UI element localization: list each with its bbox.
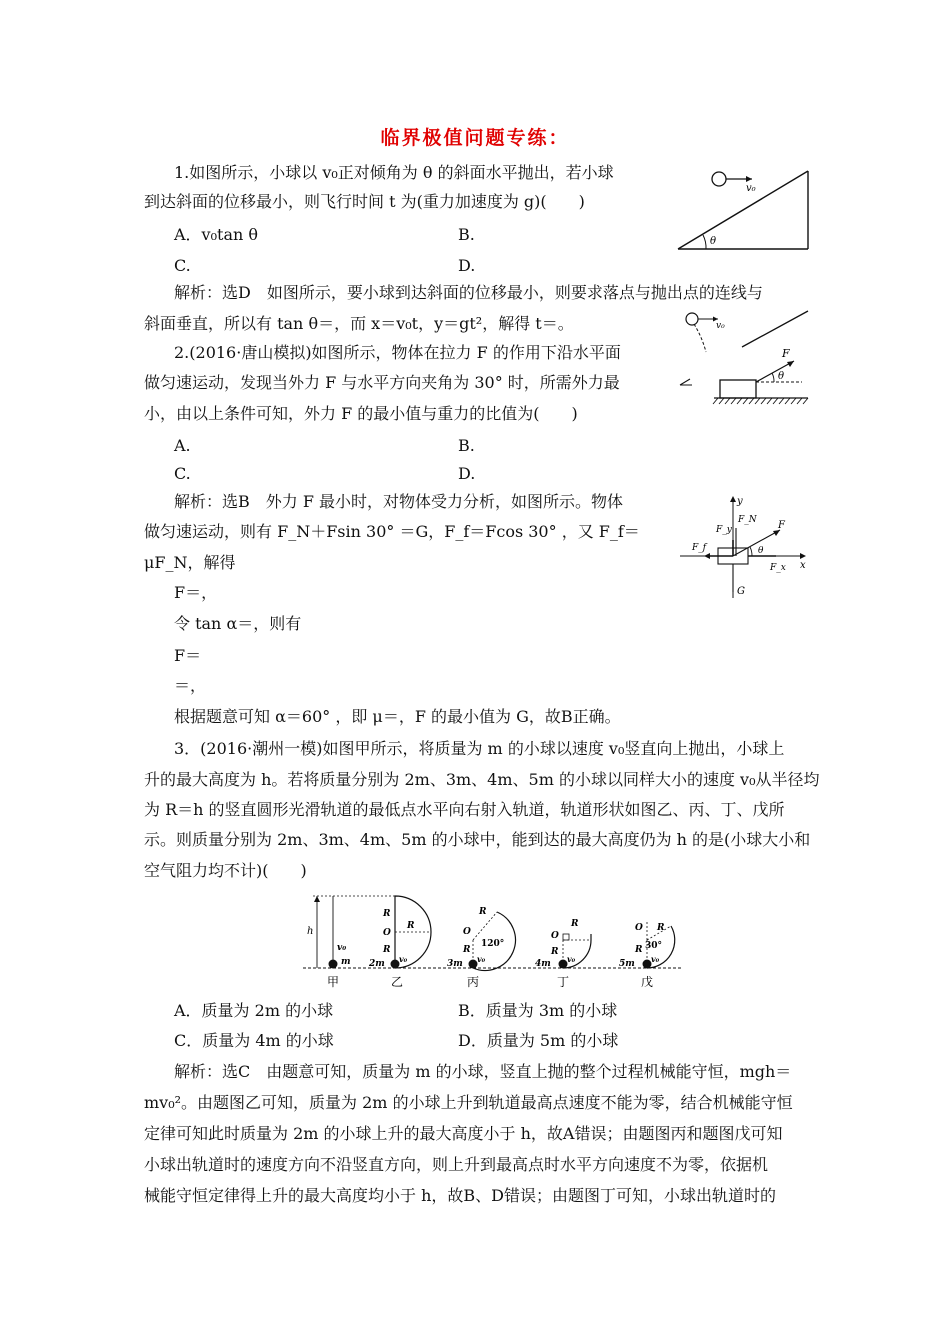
figure-force-diagram — [676, 492, 816, 602]
q1-option-b: B. — [458, 225, 475, 244]
panel-yi — [368, 896, 431, 989]
r-label-2: R — [383, 945, 391, 955]
q3-line5: 空气阻力均不计)( ) — [144, 861, 307, 880]
v0-label: v₀ — [477, 954, 486, 964]
q2-option-b: B. — [458, 436, 475, 455]
ff-label: F_f — [692, 543, 707, 553]
q2-solution-line7: ＝， — [174, 676, 207, 695]
f-label: F — [778, 520, 785, 531]
v0-label: v₀ — [399, 954, 408, 964]
y-label: y — [737, 496, 743, 507]
q2-solution-line6: F＝ — [174, 646, 202, 665]
height-arrowhead-top — [314, 896, 320, 902]
q3-solution-line3: 定律可知此时质量为 2m 的小球上升的最大高度小于 h，故A错误；由题图丙和题图戊可知 — [144, 1124, 783, 1143]
q3-line1: 3．(2016·潮州一模)如图甲所示，将质量为 m 的小球以速度 v₀竖直向上抛出，小球上 — [174, 739, 785, 758]
q2-line3: 小，由以上条件可知，外力 F 的最小值与重力的比值为( ) — [144, 404, 578, 423]
trajectory — [694, 324, 706, 352]
q2-solution-line4: F＝， — [174, 583, 218, 602]
v0-label: v₀ — [746, 183, 756, 194]
q3-line2: 升的最大高度为 h。若将质量分别为 2m、3m、4m、5m 的小球以同样大小的速度 v₀从半径均 — [144, 770, 820, 789]
o-label: O — [551, 931, 559, 941]
figure-circular-tracks — [295, 890, 685, 994]
q2-solution-line2: 做匀速运动，则有 F_N＋Fsin 30° ＝G，F_f＝Fcos 30° ，又 F_f＝ — [144, 522, 640, 541]
q2-line2: 做匀速运动，发现当外力 F 与水平方向夹角为 30° 时，所需外力最 — [144, 373, 620, 392]
q1-option-a: A．v₀tan θ — [174, 225, 259, 244]
incline-corner — [680, 379, 692, 385]
o-label: O — [635, 923, 643, 933]
caption-bing: 丙 — [467, 975, 480, 989]
x-label: x — [800, 560, 806, 571]
q1-line2: 到达斜面的位移最小，则飞行时间 t 为(重力加速度为 g)( ) — [144, 192, 585, 211]
angle-arc — [703, 235, 706, 249]
r-label: R — [479, 907, 487, 917]
figure-incline-projectile — [672, 165, 814, 255]
caption-jia: 甲 — [327, 975, 340, 989]
arrowhead — [746, 176, 752, 182]
panel-wu — [619, 920, 675, 989]
q3-option-a: A．质量为 2m 的小球 — [174, 1001, 334, 1020]
panel-bing — [447, 907, 515, 989]
x-arrowhead — [800, 553, 806, 559]
incline-surface — [742, 311, 808, 347]
force-label: F — [782, 347, 790, 360]
block — [720, 380, 756, 398]
h-label: h — [307, 926, 314, 937]
m-label: m — [341, 957, 351, 967]
theta-label: θ — [758, 546, 764, 556]
q3-option-b: B．质量为 3m 的小球 — [458, 1001, 618, 1020]
q2-solution-line5: 令 tan α＝，则有 — [174, 614, 302, 633]
q3-solution-line1: 解析：选C 由题意可知，质量为 m 的小球，竖直上抛的整个过程机械能守恒，mgh＝ — [174, 1062, 792, 1081]
q2-solution-line8: 根据题意可知 α＝60° ，即 μ＝，F 的最小值为 G，故B正确。 — [174, 707, 621, 726]
q1-line1: 1.如图所示，小球以 v₀正对倾角为 θ 的斜面水平抛出，若小球 — [174, 163, 614, 182]
q2-solution-line3: μF_N，解得 — [144, 553, 236, 572]
angle-120-label: 120° — [481, 939, 505, 949]
r-label: R — [571, 919, 579, 929]
q1-option-c: C. — [174, 256, 191, 275]
right-angle-mark — [563, 934, 569, 940]
mass-label: 5m — [619, 959, 635, 969]
r-label-3: R — [407, 921, 415, 931]
r-label-2: R — [551, 947, 559, 957]
caption-yi: 乙 — [391, 975, 404, 989]
ground-hatching — [713, 398, 808, 404]
r-label-2: R — [635, 945, 643, 955]
q3-line3: 为 R＝h 的竖直圆形光滑轨道的最低点水平向右射入轨道，轨道形状如图乙、丙、丁、戊所 — [144, 800, 785, 819]
fn-label: F_N — [738, 515, 757, 525]
v0-label: v₀ — [567, 954, 576, 964]
page-title: 临界极值问题专练： — [380, 127, 570, 149]
r-label-2: R — [463, 945, 471, 955]
q1-option-d: D. — [458, 256, 476, 275]
angle-30-label: 30° — [645, 941, 663, 951]
q3-option-c: C．质量为 4m 的小球 — [174, 1031, 334, 1050]
theta-label: θ — [778, 371, 785, 382]
angle-arc — [750, 547, 752, 556]
v0-label: v₀ — [716, 321, 725, 331]
y-arrowhead — [730, 496, 736, 502]
force-arrow — [733, 530, 780, 556]
figure-block-force — [712, 344, 812, 410]
q3-line4: 示。则质量分别为 2m、3m、4m、5m 的小球中，能到达的最大高度仍为 h 的是(小球大小和 — [144, 830, 811, 849]
r-label: R — [657, 923, 665, 933]
q2-line1: 2.(2016·唐山模拟)如图所示，物体在拉力 F 的作用下沿水平面 — [174, 343, 621, 362]
ball-m — [329, 960, 338, 969]
r-label: R — [383, 909, 391, 919]
ball — [686, 313, 698, 325]
q3-solution-line4: 小球出轨道时的速度方向不沿竖直方向，则上升到最高点时水平方向速度不为零，依据机 — [144, 1155, 769, 1174]
theta-label: θ — [710, 236, 717, 247]
mass-label: 3m — [447, 959, 463, 969]
q2-option-c: C. — [174, 464, 191, 483]
q3-option-d: D．质量为 5m 的小球 — [458, 1031, 619, 1050]
ball — [712, 172, 726, 186]
q2-option-d: D. — [458, 464, 476, 483]
q1-solution-line2: 斜面垂直，所以有 tan θ＝，而 x＝v₀t，y＝gt²，解得 t＝。 — [144, 314, 574, 333]
o-label: O — [383, 928, 391, 938]
caption-ding: 丁 — [557, 975, 570, 989]
v0-label: v₀ — [651, 954, 660, 964]
o-label: O — [463, 927, 471, 937]
caption-wu: 戊 — [641, 975, 654, 989]
angle-arc — [772, 373, 774, 382]
incline-surface — [678, 171, 808, 249]
fx-label: F_x — [770, 563, 786, 573]
panel-ding — [535, 919, 591, 989]
q2-option-a: A. — [174, 436, 191, 455]
mass-label: 4m — [535, 959, 551, 969]
g-label: G — [737, 586, 745, 597]
q2-solution-line1: 解析：选B 外力 F 最小时，对物体受力分析，如图所示。物体 — [174, 492, 624, 511]
mass-label: 2m — [369, 959, 385, 969]
v0-label: v₀ — [337, 943, 347, 953]
q3-solution-line2: mv₀²。由题图乙可知，质量为 2m 的小球上升到轨道最高点速度不能为零，结合机械能守恒 — [144, 1093, 793, 1112]
fy-label: F_y — [716, 525, 732, 535]
q1-solution-line1: 解析：选D 如图所示，要小球到达斜面的位移最小，则要求落点与抛出点的连线与 — [174, 283, 763, 302]
friction-arrowhead — [704, 553, 710, 559]
q3-solution-line5: 械能守恒定律得上升的最大高度均小于 h，故B、D错误；由题图丁可知，小球出轨道时的 — [144, 1186, 776, 1205]
panel-jia — [307, 896, 395, 989]
